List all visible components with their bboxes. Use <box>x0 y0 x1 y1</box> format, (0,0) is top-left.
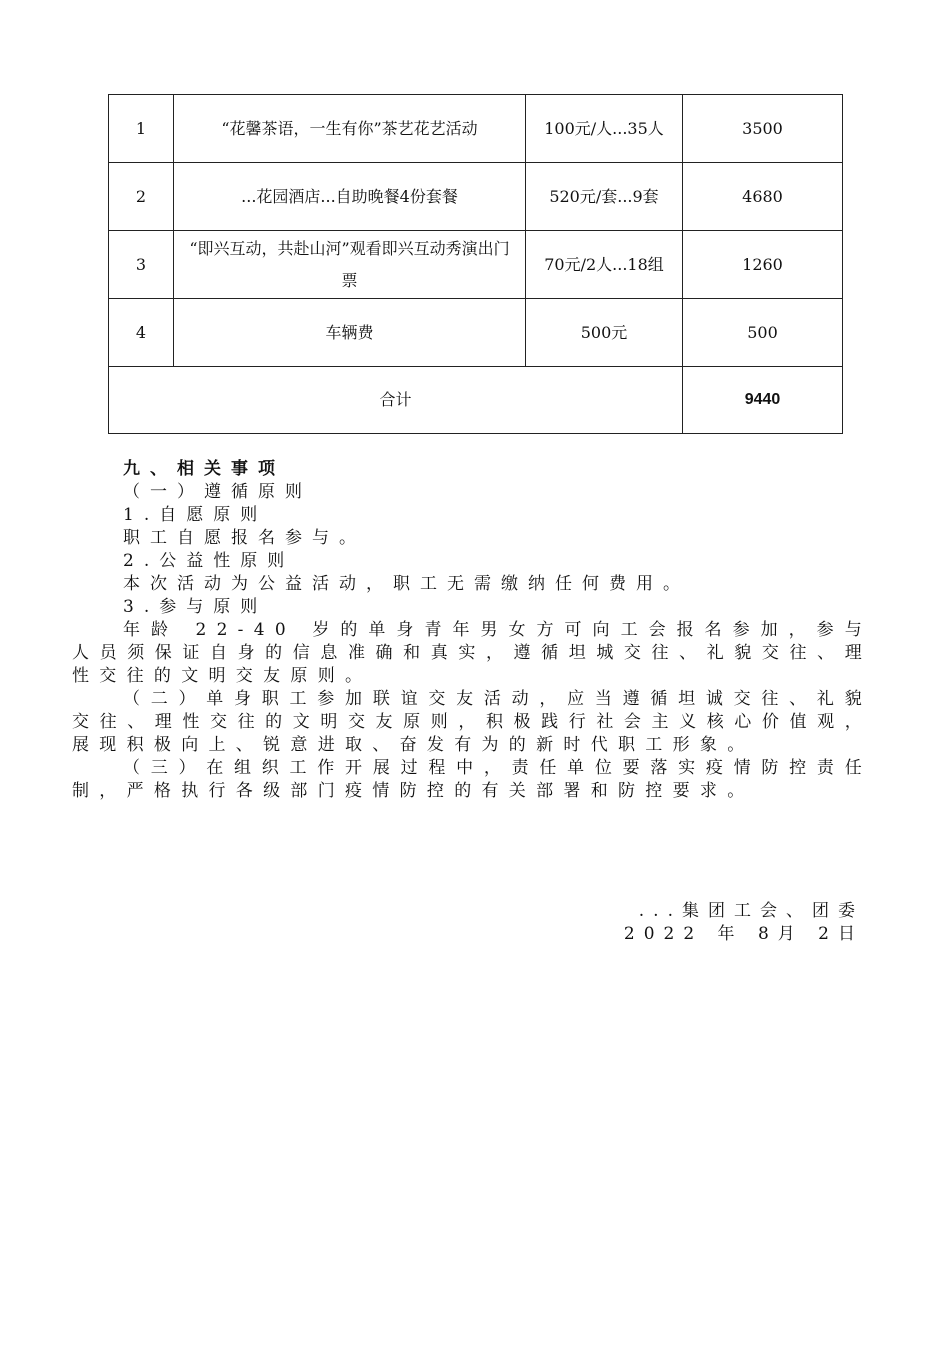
row-number: 4 <box>109 299 174 367</box>
section-heading: 九、相关事项 <box>123 459 285 479</box>
table-row <box>109 95 843 163</box>
amount: 500 <box>683 299 843 367</box>
subsection-title: （一）遵循原则 <box>123 482 312 502</box>
table-row <box>109 163 843 231</box>
total-value: 9440 <box>683 367 843 434</box>
item-name: “花馨茶语，一生有你”茶艺花艺活动 <box>174 95 526 163</box>
signature-org: ...集团工会、团委 <box>638 901 864 921</box>
total-label: 合计 <box>109 367 683 434</box>
signature-block <box>624 900 864 946</box>
total-row <box>109 367 843 434</box>
unit-price: 500元 <box>526 299 683 367</box>
paragraph: （三）在组织工作开展过程中，责任单位要落实疫情防控责任制，严格执行各级部门疫情防控的有关部署和防控要求。 <box>72 758 872 801</box>
principle-title: 1.自愿原则 <box>123 505 268 525</box>
amount: 4680 <box>683 163 843 231</box>
paragraph: （二）单身职工参加联谊交友活动，应当遵循坦诚交往、礼貌交往、理性交往的文明交友原则，积极践行社会主义核心价值观，展现积极向上、锐意进取、奋发有为的新时代职工形象。 <box>72 689 872 755</box>
unit-price: 100元/人...35人 <box>526 95 683 163</box>
signature-date: 2022 年 8月 2日 <box>623 924 864 944</box>
amount: 3500 <box>683 95 843 163</box>
item-name: “即兴互动，共赴山河”观看即兴互动秀演出门票 <box>174 231 526 299</box>
row-number: 1 <box>109 95 174 163</box>
related-matters-section <box>72 458 872 803</box>
row-number: 3 <box>109 231 174 299</box>
table-row <box>109 299 843 367</box>
unit-price: 70元/2人...18组 <box>526 231 683 299</box>
item-name: 车辆费 <box>174 299 526 367</box>
budget-table <box>108 94 843 434</box>
row-number: 2 <box>109 163 174 231</box>
unit-price: 520元/套...9套 <box>526 163 683 231</box>
principle-text: 年龄 22-40 岁的单身青年男女方可向工会报名参加，参与人员须保证自身的信息准确和真实，遵循坦城交往、礼貌交往、理性交往的文明交友原则。 <box>72 620 872 686</box>
table-row <box>109 231 843 299</box>
principle-title: 3.参与原则 <box>123 597 268 617</box>
principle-text: 本次活动为公益活动，职工无需缴纳任何费用。 <box>123 574 690 594</box>
amount: 1260 <box>683 231 843 299</box>
principle-text: 职工自愿报名参与。 <box>123 528 366 548</box>
item-name: ...花园酒店...自助晚餐4份套餐 <box>174 163 526 231</box>
principle-title: 2.公益性原则 <box>123 551 295 571</box>
